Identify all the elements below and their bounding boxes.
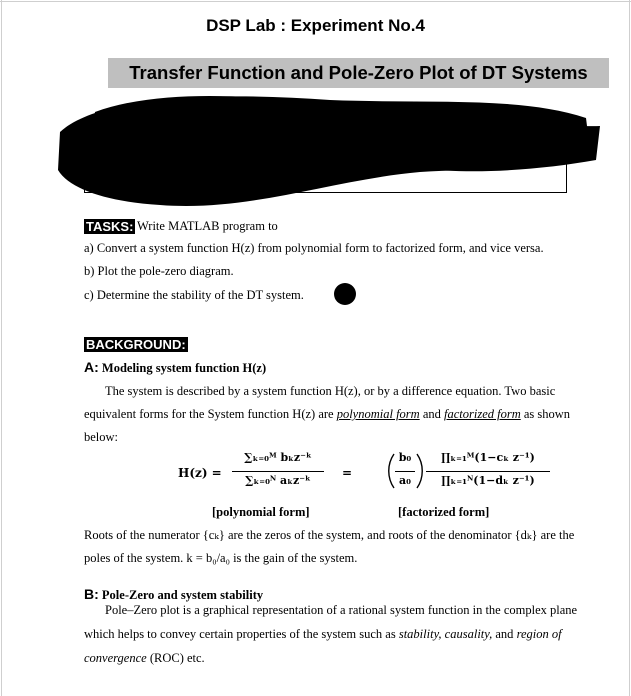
stability-causality-term: stability, causality,	[398, 627, 493, 641]
main-title: Transfer Function and Pole-Zero Plot of DT Systems	[108, 58, 609, 88]
roots-line: Roots of the numerator {cₖ} are the zeros of the system, and roots of the denominator {dₖ} are the	[84, 528, 575, 542]
header-title: DSP Lab : Experiment No.4	[206, 16, 425, 35]
gain-denominator: a₀	[399, 474, 411, 487]
factorized-form-label: [factorized form]	[398, 505, 490, 519]
paren-right	[415, 452, 425, 490]
section-b-heading	[84, 586, 263, 603]
fact-denominator: ∏ₖ₌₁ᴺ(1−dₖ z⁻¹)	[441, 474, 535, 487]
poly-numerator: ∑ₖ₌₀ᴹ bₖz⁻ᵏ	[244, 451, 312, 464]
a-paragraph-line: The system is described by a system function H(z), or by a difference equation. Two basic	[105, 384, 556, 398]
b-paragraph-line: Pole–Zero plot is a graphical representation of a rational system function in the complex plane	[105, 603, 578, 617]
polynomial-form-term: polynomial form	[336, 407, 420, 421]
fraction-bar	[232, 471, 324, 472]
tasks-intro: Write MATLAB program to	[137, 219, 278, 233]
task-item: c) Determine the stability of the DT system.	[84, 288, 304, 302]
redaction-scribble	[0, 0, 631, 230]
fraction-bar	[426, 471, 550, 472]
fraction-bar	[395, 471, 415, 472]
section-a-heading	[84, 359, 266, 376]
formula-lhs: H(z) =	[178, 466, 222, 480]
section-a-title: Modeling system function H(z)	[101, 361, 267, 375]
fact-numerator: ∏ₖ₌₁ᴹ(1−cₖ z⁻¹)	[441, 451, 535, 464]
section-a-letter: A:	[84, 359, 99, 375]
task-item: a) Convert a system function H(z) from polynomial form to factorized form, and vice versa.	[84, 241, 544, 255]
formula-equals: =	[342, 466, 353, 480]
background-heading: BACKGROUND:	[86, 337, 186, 352]
region-of-term: region of	[516, 627, 562, 641]
poly-denominator: ∑ₖ₌₀ᴺ aₖz⁻ᵏ	[245, 474, 311, 487]
task-item: b) Plot the pole-zero diagram.	[84, 264, 234, 278]
roots-line: poles of the system. k = b₀/a₀ is the gain of the system.	[84, 551, 358, 565]
a-paragraph-line: below:	[84, 430, 119, 444]
tasks-heading: TASKS:	[86, 219, 134, 234]
b-paragraph-line: which helps to convey certain properties of the system such as stability, causality, and region of	[84, 627, 562, 641]
a-paragraph-line: equivalent forms for the System function H(z) are polynomial form and factorized form as shown	[84, 407, 571, 421]
polynomial-form-label: [polynomial form]	[212, 505, 310, 519]
convergence-term: convergence	[84, 651, 147, 665]
section-b-title: Pole-Zero and system stability	[101, 588, 264, 602]
section-b-letter: B:	[84, 586, 99, 602]
factorized-form-term: factorized form	[444, 407, 521, 421]
b-paragraph-line: convergence (ROC) etc.	[84, 651, 205, 665]
gain-numerator: b₀	[398, 451, 412, 464]
redaction-dot	[334, 283, 356, 305]
